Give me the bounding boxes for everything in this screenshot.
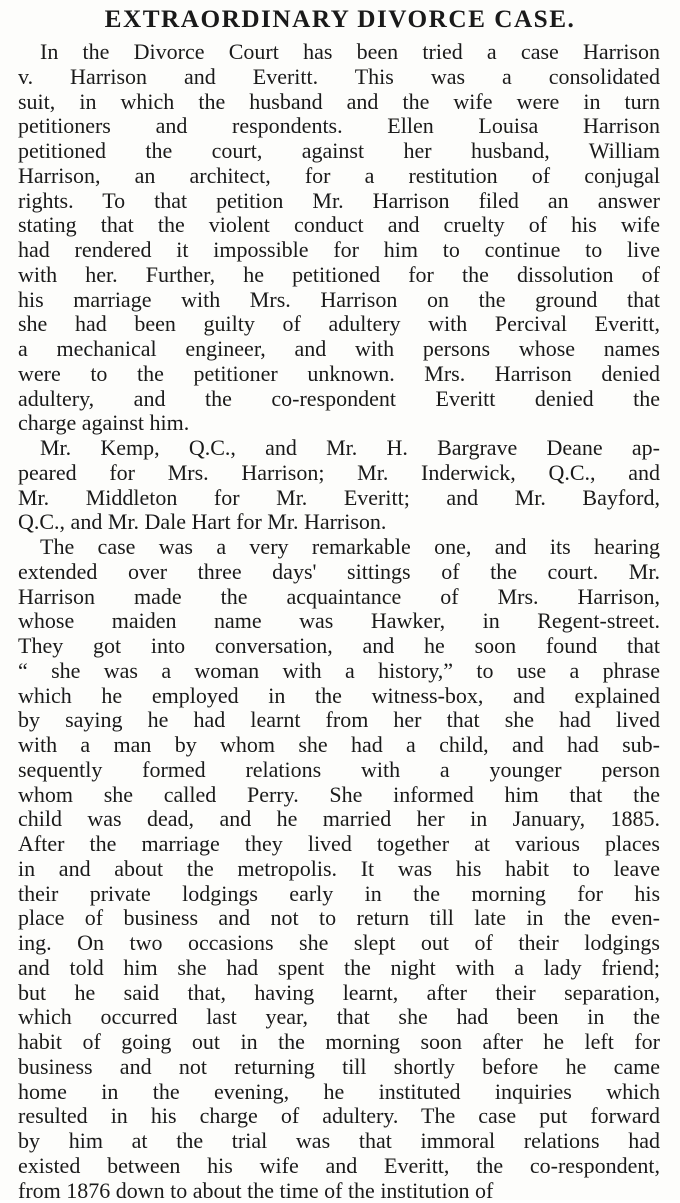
text-line: which occurred last year, that she had been in the	[18, 1005, 660, 1030]
text-line: Q.C., and Mr. Dale Hart for Mr. Harrison.	[18, 510, 660, 535]
text-line: had rendered it impossible for him to continue to live	[18, 238, 660, 263]
text-line: extended over three days' sittings of the court. Mr.	[18, 560, 660, 585]
text-line: which he employed in the witness-box, and explained	[18, 684, 660, 709]
text-line: peared for Mrs. Harrison; Mr. Inderwick, Q.C., and	[18, 461, 660, 486]
text-line: petitioners and respondents. Ellen Louisa Harrison	[18, 114, 660, 139]
text-line: resulted in his charge of adultery. The case put forward	[18, 1104, 660, 1129]
text-line: existed between his wife and Everitt, the co-respondent,	[18, 1154, 660, 1179]
text-line: Mr. Kemp, Q.C., and Mr. H. Bargrave Deane ap-	[18, 436, 660, 461]
text-line: Mr. Middleton for Mr. Everitt; and Mr. Bayford,	[18, 486, 660, 511]
text-line: They got into conversation, and he soon found that	[18, 634, 660, 659]
text-line: from 1876 down to about the time of the institution of	[18, 1179, 660, 1203]
article-headline: EXTRAORDINARY DIVORCE CASE.	[0, 4, 680, 36]
text-line: Harrison made the acquaintance of Mrs. Harrison,	[18, 585, 660, 610]
text-line: rights. To that petition Mr. Harrison filed an answer	[18, 189, 660, 214]
article-paragraph	[18, 40, 660, 436]
text-line: whose maiden name was Hawker, in Regent-street.	[18, 609, 660, 634]
text-line: The case was a very remarkable one, and its hearing	[18, 535, 660, 560]
text-line: home in the evening, he instituted inquiries which	[18, 1080, 660, 1105]
text-line: charge against him.	[18, 411, 660, 436]
text-line: sequently formed relations with a younger person	[18, 758, 660, 783]
text-line: Harrison, an architect, for a restitution of conjugal	[18, 164, 660, 189]
text-line: In the Divorce Court has been tried a case Harrison	[18, 40, 660, 65]
text-line: by saying he had learnt from her that she had lived	[18, 708, 660, 733]
text-line: whom she called Perry. She informed him that the	[18, 783, 660, 808]
text-line: in and about the metropolis. It was his habit to leave	[18, 857, 660, 882]
text-line: suit, in which the husband and the wife were in turn	[18, 90, 660, 115]
text-line: by him at the trial was that immoral relations had	[18, 1129, 660, 1154]
text-line: place of business and not to return till late in the even-	[18, 906, 660, 931]
text-line: child was dead, and he married her in January, 1885.	[18, 807, 660, 832]
article-paragraph	[18, 436, 660, 535]
text-line: with a man by whom she had a child, and had sub-	[18, 733, 660, 758]
text-line: After the marriage they lived together at various places	[18, 832, 660, 857]
text-line: petitioned the court, against her husband, William	[18, 139, 660, 164]
text-line: she had been guilty of adultery with Percival Everitt,	[18, 312, 660, 337]
text-line: habit of going out in the morning soon after he left for	[18, 1030, 660, 1055]
text-line: with her. Further, he petitioned for the dissolution of	[18, 263, 660, 288]
text-line: and told him she had spent the night with a lady friend;	[18, 956, 660, 981]
article-paragraph	[18, 535, 660, 1203]
text-line: adultery, and the co-respondent Everitt denied the	[18, 387, 660, 412]
article-body	[18, 40, 660, 1203]
text-line: business and not returning till shortly before he came	[18, 1055, 660, 1080]
text-line: “ she was a woman with a history,” to use a phrase	[18, 659, 660, 684]
text-line: their private lodgings early in the morning for his	[18, 882, 660, 907]
text-line: a mechanical engineer, and with persons whose names	[18, 337, 660, 362]
text-line: ing. On two occasions she slept out of their lodgings	[18, 931, 660, 956]
text-line: his marriage with Mrs. Harrison on the ground that	[18, 288, 660, 313]
text-line: stating that the violent conduct and cruelty of his wife	[18, 213, 660, 238]
text-line: but he said that, having learnt, after their separation,	[18, 981, 660, 1006]
text-line: were to the petitioner unknown. Mrs. Harrison denied	[18, 362, 660, 387]
text-line: v. Harrison and Everitt. This was a consolidated	[18, 65, 660, 90]
